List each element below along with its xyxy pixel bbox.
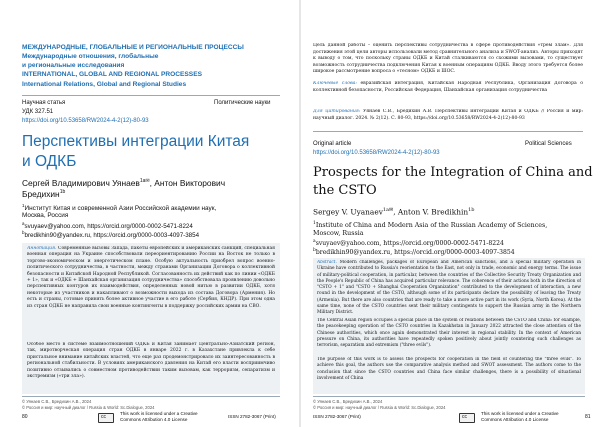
citation-text: Уянаев С.В., Бредихин А.В. Перспективы интеграции Китая и ОДКБ // Россия и мир: научный диалог. 2024. № 2(12). С. 80-93, https://doi.org/10.53658/RW2024-4-2(12)-80-93 xyxy=(313,109,583,121)
author-1-sup-en: 1a✉ xyxy=(382,207,394,213)
cc-by-icon[interactable]: cc xyxy=(98,413,114,423)
series-subtitle-en: International Relations, Global and Regional Studies xyxy=(22,81,187,88)
email-a: $^a$svuyaev@yahoo.com, https://orcid.org/0000-0002-5471-8224 xyxy=(22,221,193,231)
series-header-en: INTERNATIONAL, GLOBAL AND REGIONAL PROCESSES xyxy=(22,71,202,78)
article-title-en-line2: the CSTO xyxy=(313,183,377,198)
email-a-en: $^a$svuyaev@yahoo.com, https://orcid.org/0000-0002-5471-8224 xyxy=(313,239,504,248)
abstract-en-paragraph-3: The purpose of this work is to assess the prospects for cooperation in the field of countering the "three evils". To achieve this goal, the authors use the comparative analysis method and SWOT assessment. The authors come to the conclusion that since the CSTO countries and China face similar challenges, there is a possibility of situational involvement of China xyxy=(317,357,581,381)
footer-copyright-1: © Уянаев С.В., Бредихин А.В., 2024 xyxy=(22,399,92,404)
email-b-text[interactable]: bredikhin90@yandex.ru, https://orcid.org/0000-0003-4097-3854 xyxy=(24,232,200,240)
footer-copyright-right-1: © Уянаев С.В., Бредихин А.В., 2024 xyxy=(313,399,383,404)
header-rule xyxy=(22,95,280,96)
abstract-en-text-1: Modern challenges, packages of European and American sanctions, and a special military operation in Ukraine have contributed to Russia's reorientation to the East, not only in trade, economic and energy terms. The issue of military-political cooperation, in particular, between the countries of the Collective Security Treaty Organization and the People's Republic of China has acquired particular relevance. The coherence of their actions both in the direction of "CSTO + 1" and "CSTO + Shanghai Cooperation Organization" contributed to the development of interaction, a new round in the development of the CSTO, although some of its participants declare the possibility of leaving the Treaty (Armenia). But there are also countries that are ready to take a more active part in its work (Syria, North Korea). At the same time, none of the CSTO countries sent their military contingents to support the Russian army in the Northern Military District. xyxy=(317,260,581,316)
abstract-paragraph-2: Особое место в системе взаимоотношений ОДКБ и Китая занимает Центрально-Азиатский регион, так, миротворческая операция стран ОДКБ в январе 2022 г. в Казахстане привлекла к себе пристальное внимание китайских властей, что еще раз продемонстрировало их заинтересованность в региональной стабильности. В условиях американского давления на Китай его власти восприимчиво позитивно отзывались о совместном противодействии таким вызовам, как терроризм, сепаратизм и экстремизм («три зла»). xyxy=(27,342,275,380)
article-category: Политические науки xyxy=(214,100,271,106)
author-2-name-part: , Антон Викторович xyxy=(149,178,226,188)
license-line1: This work is licensed under a Creative xyxy=(120,411,198,416)
affiliation-en-line2: Moscow, Russia xyxy=(313,230,364,237)
ru-abstract-continued: Цель данной работы – оценить перспективы сотрудничества в сфере противодействия «трем злам». Для достижения этой цели авторы использовали метод сравнительного анализа и SWOT-анализ. Авторы приходят к выводу о том, что поскольку страны ОДКБ и Китай сталкиваются со схожими вызовами, то существует возможность сотрудничества подключения Китая к военным операциям ОДКБ. Вводу этого требуется более широкое рассмотрение вопроса о «тесном» ОДКБ и ШОС. xyxy=(313,43,583,74)
article-title-en-line1: Prospects for the Integration of China and xyxy=(313,165,593,180)
email-b: $^b$bredikhin90@yandex.ru, https://orcid.org/0000-0003-4097-3854 xyxy=(22,230,200,240)
affiliation-en-line1 xyxy=(313,221,547,229)
author-2-sup: 1b xyxy=(59,189,66,196)
author-1-name-en: Sergey V. Uyanaev xyxy=(313,207,383,217)
series-subtitle-ru: Международные отношения, глобальные xyxy=(22,53,159,60)
keywords-ru xyxy=(313,81,583,108)
article-category-en: Political Sciences xyxy=(525,141,572,147)
author-2-surname: Бредихин xyxy=(22,189,60,199)
footer-rule xyxy=(22,396,280,397)
series-header-ru: МЕЖДУНАРОДНЫЕ, ГЛОБАЛЬНЫЕ И РЕГИОНАЛЬНЫЕ ПРОЦЕССЫ xyxy=(22,44,244,51)
authors-line2 xyxy=(22,189,65,199)
authors-line1 xyxy=(22,178,225,188)
abstract-paragraph-1 xyxy=(27,246,275,341)
abstract-label: Аннотация. xyxy=(27,246,57,251)
section-rule xyxy=(313,131,583,132)
left-page xyxy=(0,0,299,427)
footer-copyright-2: © Россия и мир: научный диалог / Russia & World: Sc.Dialogue, 2024 xyxy=(22,405,155,410)
author-1-sup: 1a✉ xyxy=(139,178,150,185)
affiliation-line1 xyxy=(22,203,216,212)
affiliation-sup-en: 1 xyxy=(313,221,316,226)
license-right-line1: This work is licensed under a Creative xyxy=(481,411,559,416)
cc-by-icon-right[interactable]: cc xyxy=(459,413,475,423)
doi-link-en[interactable]: https://doi.org/10.53658/RW2024-4-2(12)-80-93 xyxy=(313,150,440,156)
authors-en xyxy=(313,207,475,216)
author-2-name-en: , Anton V. Bredikhin xyxy=(393,207,469,217)
email-a-en-text[interactable]: svuyaev@yahoo.com, https://orcid.org/0000-0002-5471-8224 xyxy=(315,240,504,248)
series-subtitle-ru-2: и региональные исследования xyxy=(22,62,125,69)
license-line2[interactable]: Commons Attribution 4.0 License xyxy=(120,417,188,422)
footer-rule-right xyxy=(313,396,585,397)
article-type-en: Original article xyxy=(313,141,352,147)
citation-label: Для цитирования: xyxy=(313,109,361,114)
article-type: Научная статья xyxy=(22,100,66,106)
abstract-en-paragraph-2: The Central Asian region occupies a special place in the system of relations between the CSTO and China: for example, the peacekeeping operation of the CSTO countries in Kazakhstan in January 2022 attracted the close attention of the Chinese authorities, which once again demonstrated their interest in regional stability. In the context of American pressure on China, its authorities have repeatedly spoken positively about jointly countering such challenges as terrorism, separatism and extremism ("three evils"). xyxy=(317,318,581,349)
affiliation-en-text: Institute of China and Modern Asia of the Russian Academy of Sciences, xyxy=(315,222,548,230)
affiliation-sup: 1 xyxy=(22,203,25,208)
issn: ISSN 2782-3067 (Print) xyxy=(228,414,276,419)
udk-code: УДК 327.51 xyxy=(22,109,54,115)
doi-link[interactable]: https://doi.org/10.53658/RW2024-4-2(12)-80-93 xyxy=(22,118,149,124)
license-right-line2[interactable]: Commons Attribution 4.0 License xyxy=(481,417,549,422)
email-a-text[interactable]: svuyaev@yahoo.com, https://orcid.org/0000-0002-5471-8224 xyxy=(24,223,193,231)
author-1-name: Сергей Владимирович Уянаев xyxy=(22,178,140,188)
abstract-label-en: Abstract. xyxy=(317,260,337,265)
page-number-right: 81 xyxy=(585,414,591,420)
page-number: 80 xyxy=(22,414,28,420)
abstract-text-1: Современные вызовы Запада, пакеты европейских и американских санкций, специальная военная операция на Украине способствовали переориентированию России на Восток не только в торгово-экономическом и энергетическом плане. Особую актуальность приобрел вопрос военно-политического сотрудничества, в частности, между странами Организации Договора о коллективной безопасности и Китайской Народной Республикой. Согласованность их действий как по линии «ОДКБ + 1», так и «ОДКБ + Шанхайская организация сотрудничества» способствовала проявлению довольно перспективных контуров их взаимодействия, определенных новой нитью в развитии ОДКБ, хотя некоторые из участников и накапливают о возможности выхода из состава Договора (Армения). Но есть и страны, готовые принять более активное участие в его работе (Сербия, КНДР). При этом одна из стран ОДКБ не направила свои военные контингенты в поддержку российских армии на СВО. xyxy=(27,246,275,309)
article-title-line1: Перспективы интеграции Китая xyxy=(22,133,250,150)
keywords-text: евразийская интеграция, Китайская Народная Республика, Организация Договора о коллективной безопасности, Российская Федерация, Шанхайская организация сотрудничества xyxy=(313,81,583,93)
affiliation-text: Институт Китая и современной Азии Российской академии наук, xyxy=(24,205,217,213)
article-title-line2: и ОДКБ xyxy=(22,153,77,170)
footer-copyright-right-2: © Россия и мир: научный диалог / Russia & World: Sc.Dialogue, 2024 xyxy=(313,405,446,410)
email-b-en: $^b$bredikhin90@yandex.ru, https://orcid.org/0000-0003-4097-3854 xyxy=(313,248,515,257)
issn-right: ISSN 2782-3067 (Print) xyxy=(313,414,361,419)
email-b-en-text[interactable]: bredikhin90@yandex.ru, https://orcid.org/0000-0003-4097-3854 xyxy=(315,249,515,257)
keywords-label: Ключевые слова: xyxy=(313,81,357,86)
author-2-sup-en: 1b xyxy=(468,207,475,213)
abstract-en-paragraph-1 xyxy=(317,260,581,317)
right-page xyxy=(301,0,600,427)
affiliation-line2: Москва, Россия xyxy=(22,212,69,219)
citation-ru xyxy=(313,109,583,129)
